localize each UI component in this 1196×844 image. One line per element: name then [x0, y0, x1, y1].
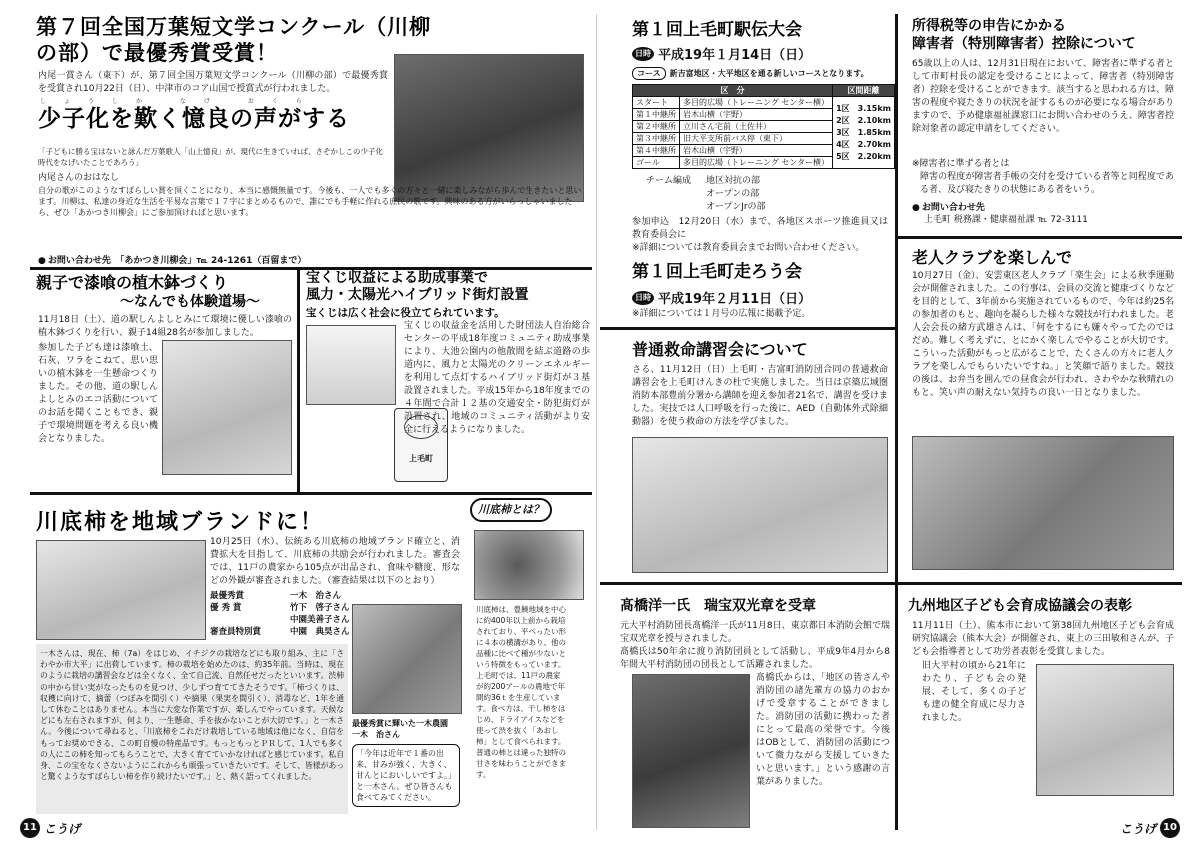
page-right-footer: [1120, 818, 1180, 838]
tax-contact: 上毛町 税務課・健康福祉課 ℡ 72-3111: [924, 215, 1088, 225]
manyo-lead: 内尾一賞さん（東下）が、第７回全国万葉短文学コンクール（川柳の部）で最優秀賞を受賞され10月22日（日）、中津市のコア山国で授賞式が行われました。: [38, 71, 388, 94]
walk-title: 第１回上毛町走ろう会: [632, 262, 802, 282]
kaki-quote: 「今年は近年で１番の出来、甘みが強く、大きく、甘んとにおいしいですよ。」と一木さん。ぜひ皆さんも食べてみてください。: [352, 744, 460, 807]
manyo-note: 「子どもに勝る宝はないと詠んだ万葉歌人「山上憶良」が、現代に生きていれば、さぞかしこの少子化時代をなげいたことであろう」: [38, 147, 383, 167]
takahashi-title: 髙橋洋一氏 瑞宝双光章を受章: [620, 598, 816, 614]
tax-title2: 障害者（特別障害者）控除について: [912, 36, 1136, 52]
manyo-photo: [394, 54, 584, 202]
tax-note-title: ※障害者に準ずる者とは: [912, 159, 1010, 169]
kaki-lead: 10月25日（水）、伝統ある川底柿の地域ブランド確立と、消費拡大を目指して、川底柿の共励会が行われました。審査会では、11戸の農家から105点が出品され、食味や糖度、形などの外観が審査されました。（審査結果は以下のとおり）: [210, 537, 460, 586]
kaki-fruit-photo: [474, 530, 584, 600]
ekiden-table: 区 分 区間距離 スタート 多目的広場（トレーニング センター横） 1区 3.15km 2区 2.10km 3区 1.85km 4区 2.70km 5区 2.20km 第１中継所 岩木山横（宇野） 第２中継所 立川さん宅前（土佐井） 第３中継所 旧大平支所前バス停（東下） 第４中継所 岩木山横（宇野） ゴール 多目的広場（トレーニング センター横）: [632, 84, 895, 169]
kodomo-photo: [1036, 664, 1174, 796]
kyumei-title: 普通救命講習会について: [632, 340, 808, 359]
kyumei-body: さる、11月12日（日）上毛町・吉富町消防団合同の普通救命講習会を上毛町けんきの杜で実施しました。当日は京築広域圏消防本部豊前分署から講師を迎え参加者21名で、講習を受けました。実技では人口呼吸を行った後に、AED（自動体外式除細動器）を使う救命の方法を学びました。: [632, 365, 888, 427]
ekiden-date-row: [632, 44, 811, 63]
walk-date-row: [632, 288, 811, 307]
kyumei-photo: [632, 437, 888, 573]
kaki-caption: 最優秀賞に輝いた一木農園 一木 治さん: [352, 719, 456, 739]
ekiden-team: 地区対抗の部 オープンの部 オープンJrの部: [706, 176, 766, 212]
kaki-title: 川底柿を地域ブランドに！: [36, 509, 325, 535]
manyo-title: 第７回全国万葉短文学コンクール（川柳の部）で最優秀賞受賞！: [36, 14, 432, 65]
kaki-results: 最優秀賞 一木 治さん 優 秀 賞 竹下 啓子さん 中園美善子さん 審査員特別賞 中園 典昊さん: [210, 591, 350, 637]
ekiden-title: 第１回上毛町駅伝大会: [632, 20, 802, 40]
tax-title1: 所得税等の申告にかかる: [912, 18, 1066, 34]
manyo-body: 自分の歌がこのようなすばらしい賞を頂くことになり、本当に感慨無量です。今後も、一人でも多くの方々と一緒に楽しみながら歩んで生きたいと思います。川柳は、私達の身近な生活を平易な言葉で１７字にまとめるもので、誰にでも手軽に作れる庶民の歌です。興味のある方がいらっしゃいましたら、ぜひ「あかつき川柳会」にご参加頂ければと思います。: [38, 186, 582, 217]
takara-sign-label: 上毛町: [409, 454, 433, 463]
club-photo: [912, 436, 1174, 570]
takahashi-body1: 元大平村消防団長髙橋洋一氏が11月8日、東京都日本消防会館で瑞宝双光章を授与されました。: [620, 621, 890, 644]
ueki-p2: 参加した子ども達は漆喰土、石灰、ワラをこねて、思い思いの植木鉢を一生懸命つくりました。その他、道の駅しんよしとみのエコ活動についてのお話を聞くこともでき、親子で環境問題を考える良い機会となりました。: [38, 343, 158, 444]
ekiden-badge: 日時: [632, 47, 654, 61]
club-body: 10月27日（金）、安雲東区老人クラブ「楽生会」による秋季運動会が開催されました。この行事は、会員の交流と健康づくりなどを目的として、3年前から実施されているもので、今年は約25名の参加者のもと、趣向を凝らした様々な競技が行われました。老人会会長の緒方武雄さんは、「何をするにも嫌々やってたのではだめ。難しく考えずに、とにかく楽しんでやることが大切です。こういった活動がもっと広がることで、たくさんの方々に老人クラブを楽しんでもらいたいですね。」と笑顔で語りました。競技の後は、お弁当を囲んでの昼食会が行われ、さわやかな秋晴れのもと、笑い声の耐えない気持ちの良い一日となりました。: [912, 271, 1174, 398]
takara-body: 宝くじの収益金を活用した財団法人自治総合センターの平成18年度コミュニティ助成事業により、大池公園内の他散間を結ぶ道路の歩道内に、風力と太陽光のクリーンエネルギーを利用して点灯するハイブリッド街灯が３基設置されました。平成15年から18年度までの４年間で合計１２基の交通安全・防犯街灯が設置され、地域のコミュニティ活動がより安全に行えるようになりました。: [404, 321, 590, 435]
manyo-ruby: しょうしか なげ おくら: [40, 98, 320, 105]
walk-date: 平成19年２月11日（日）: [658, 292, 812, 307]
ueki-subtitle: ～なんでも体験道場～: [120, 294, 260, 310]
manyo-haiku: 少子化を歎く憶良の声がする: [38, 105, 350, 132]
ekiden-date: 平成19年１月14日（日）: [658, 48, 812, 63]
logo-left: こうげ: [44, 821, 81, 836]
tax-contact-label: ● お問い合わせ先: [912, 200, 985, 213]
ekiden-apply: 参加申込 12月20日（水）まで、各地区スポーツ推進員又は教育委員会に: [632, 217, 888, 240]
kodomo-title: 九州地区子ども会育成協議会の表彰: [908, 598, 1132, 614]
takara-title1: 宝くじ収益による助成事業で: [306, 270, 488, 286]
ekiden-course-row: [632, 67, 869, 80]
ueki-title: 親子で漆喰の植木鉢づくり: [36, 273, 229, 292]
takara-sub: 宝くじは広く社会に役立てられています。: [306, 307, 505, 319]
ekiden-team-label: チーム編成: [646, 176, 692, 186]
takara-streetlight-photo: [306, 325, 396, 405]
walk-badge: 日時: [632, 291, 654, 305]
page-number-right: 10: [1160, 818, 1180, 838]
kaki-judging-photo: [36, 540, 206, 640]
ekiden-course: 新吉富地区・大平地区を通る新しいコースとなります。: [669, 69, 869, 78]
ueki-photo: [162, 340, 292, 475]
ekiden-course-label: コース: [632, 67, 666, 80]
takahashi-body2: 髙橋氏は50年余に渡り消防団員として活動し、平成9年4月から8年間大平村消防団の団長として活躍されました。: [620, 647, 890, 670]
manyo-sub: 内尾さんのおはなし: [38, 173, 120, 183]
logo-right: こうげ: [1119, 821, 1156, 836]
club-title: 老人クラブを楽しんで: [912, 248, 1073, 267]
kodomo-body2: 旧大平村の頃から21年にわたり、子ども会の発展、そして、多くの子ども達の健全育成に尽力されました。: [922, 661, 1026, 723]
kaki-side: 川底柿は、豊饒地域を中心に約400年以上前から栽培されており、平べったい形に４本の横溝があり、他の品種に比べて種が少ないという特徴をもっています。上毛町では、11戸の農家が約200アールの農地で年間約36ｔを生産しています。食べ方は、干し柿をはじめ、ドライアイスなどを使って渋を抜く「あおし柿」として食べられます。普通の柿とは違った独特の甘さを味わうことができます。: [476, 605, 566, 779]
page-left-footer: [20, 818, 80, 838]
kodomo-body1: 11月11日（土）、熊本市において第38回九州地区子ども会育成研究協議会（熊本大会）が開催され、東上の三田敏和さんが、子ども会指導者として功労者表彰を受賞しました。: [912, 621, 1174, 657]
takahashi-body3: 髙橋氏からは、「地区の皆さんや消防団の諸先輩方の協力のおかげで受章することができました。消防団の活動に携わった者にとって最高の栄誉です。今後はOBとして、消防団の活動について微力ながら支援していきたいと思います。」という感謝の言葉がありました。: [756, 673, 890, 787]
takara-title2: 風力・太陽光ハイブリッド街灯設置: [306, 287, 529, 303]
takahashi-photo: [632, 674, 750, 828]
walk-note: ※詳細については１月号の広報に掲載予定。: [632, 309, 811, 319]
ekiden-note: ※詳細については教育委員会までお問い合わせください。: [632, 243, 865, 253]
manyo-contact: ● お問い合わせ先 「あかつき川柳会」℡ 24-1261（百留まで）: [38, 253, 306, 266]
kaki-tag: 川底柿とは？: [470, 498, 552, 522]
tax-note: 障害の程度が障害者手帳の交付を受けている者等と同程度である者、及び寝たきりの状態にある者をいう。: [920, 172, 1174, 195]
kaki-farmer-photo: [352, 604, 462, 714]
tax-body: 65歳以上の人は、12月31日現在において、障害者に準ずる者として市町村長の認定を受けることによって、障害者（特別障害者）控除を受けることができます。該当すると思われる方は、障害の程度や寝たきりの状況を証するものが必要になる場合がありますので、予め健康福祉課窓口にお問い合わせのうえ、障害者控除対象者の認定申請をしてください。: [912, 59, 1174, 134]
page-number-left: 11: [20, 818, 40, 838]
kaki-body: 一木さんは、現在、柿（7a）をはじめ、イチジクの栽培などにも取り組み、主に「さわやか市大平」に出荷しています。柿の栽培を始めたのは、約35年前。当時は、現在のように栽培の講習会などは全くなく、全て自己流、自然任せだったといいます。渋柿の中から甘い実がなったものを見つけ、少しずつ育ててきたそうです。「柿づくりは、収穫に向けて、摘蕾（つぼみを間引く）や摘果（果実を間引く）、消毒など、1年を通して休むことはありません。本当に大変な作業ですが、楽しんでやっています。天候などにも左右されますが、何より、一生懸命、手を抜かないことが大切です。」と一木さん。今後について尋ねると、「川底柿をこれだけ栽培している地域は他になく、自信をもってお奨めできる、この町自慢の特産品です。もっともっとＰＲして、1人でも多くの人にこの柿を知ってもらうことで、大きく育てていかなければと感じています。私自身、この宝をなくさないようにこれからも頑張っていきたいです。そして、皆様があっと驚くようなすばらしい柿を作り続けたいです。」と、熱く語ってくれました。: [36, 644, 348, 814]
ueki-p1: 11月18日（土）、道の駅しんよしとみにて環境に優しい漆喰の植木鉢づくりを行い、親子14組28名が参加しました。: [38, 315, 292, 338]
